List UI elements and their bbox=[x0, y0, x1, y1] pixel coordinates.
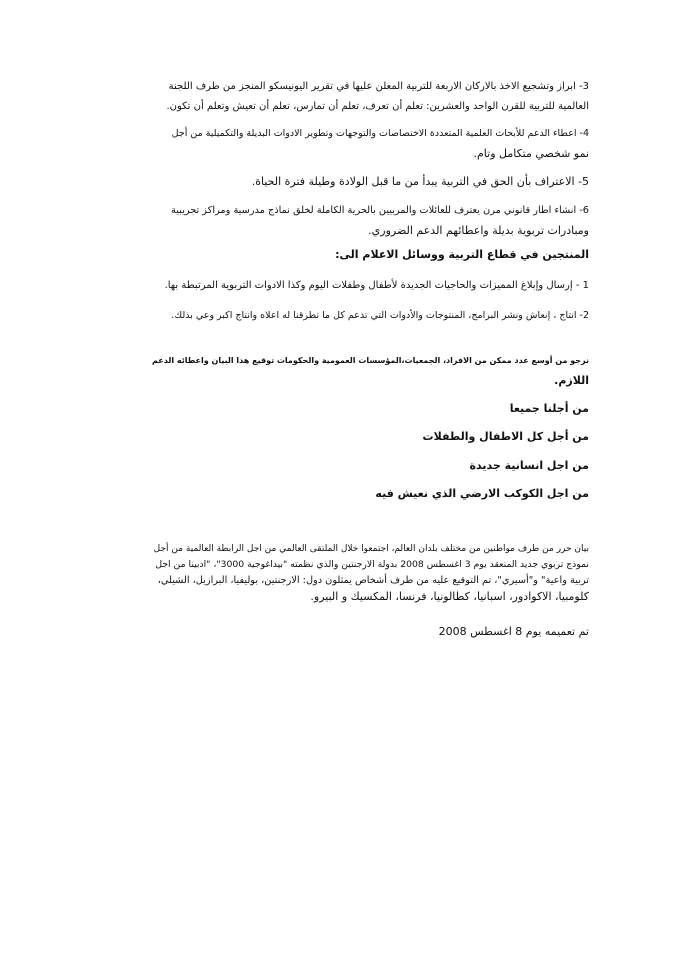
item-5-line-1: 5- الاعتراف بأن الحق في التربية يبدأ من ما قبل الولادة وطيلة فترة الحياة. bbox=[251, 175, 589, 188]
statement-line-4: كلومبيا، الاكوادور، اسبانيا، كطالونيا، فرنسا، المكسيك و البيرو. bbox=[310, 590, 589, 603]
slogan-3-text: من اجل انسانية جديدة bbox=[469, 459, 589, 472]
item-4-line-1: 4- اعطاء الدعم للأبحاث العلمية المتعددة الاختصاصات والتوجهات وتطوير الادوات البديلة والتكميلية من أجل bbox=[171, 128, 589, 139]
section-item-1-text: 1 - إرسال وإبلاغ المميزات والحاجيات الجديدة لأطفال وطفلات اليوم وكذا الادوات التربوية المرتبطة بها. bbox=[165, 280, 589, 291]
appeal-paragraph bbox=[148, 351, 589, 391]
item-4-line-2: نمو شخصي متكامل وتام. bbox=[473, 147, 589, 160]
section-heading-text: المنتجين في قطاع التربية ووسائل الاعلام الى: bbox=[335, 248, 589, 261]
item-3-line-1: 3- ابراز وتشجيع الاخذ بالاركان الاربعة للتربية المعلن عليها في تقرير اليونيسكو المنجز من طرف اللجنة bbox=[168, 81, 589, 92]
slogan-3 bbox=[165, 456, 589, 476]
item-6-line-2: ومبادرات تربوية بديلة واعطائهم الدعم الضروري. bbox=[368, 224, 589, 237]
slogan-4 bbox=[165, 484, 589, 504]
item-4 bbox=[165, 124, 589, 164]
appeal-line-2: اللازم. bbox=[554, 374, 589, 387]
section-item-2 bbox=[165, 306, 589, 326]
item-6 bbox=[165, 201, 589, 241]
section-item-2-text: 2- انتاج ، إنعاش ونشر البرامج، المنتوجات والأدوات التي تدعم كل ما تطرقنا له اعلاه وانتاج اكبر وعي بذلك. bbox=[171, 310, 589, 321]
statement-line-1: بيان حرر من طرف مواطنين من مختلف بلدان العالم، اجتمعوا خلال الملتقى العالمي من اجل الرابطة العالمية من أجل bbox=[153, 544, 589, 554]
section-heading bbox=[165, 245, 589, 265]
slogan-2-text: من أجل كل الاطفال والطفلات bbox=[422, 430, 589, 443]
item-6-line-1: 6- انشاء اطار قانوني مرن يعترف للعائلات والمربيين بالحرية الكاملة لخلق نماذج مدرسية ومراكز تجريبية bbox=[171, 205, 589, 216]
date-line bbox=[165, 622, 589, 642]
statement-line-2: نموذج تربوي جديد المنعقد يوم 3 اغسطس 2008 بدولة الارجنتين والذي نظمته "بيداغوجية 3000"، "ادبينا من اجل bbox=[155, 559, 589, 570]
item-3-line-2: العالمية للتربية للقرن الواحد والعشرين: تعلم أن تعرف، تعلم أن تمارس، تعلم أن تعيش وتعلم أن تكون. bbox=[166, 101, 589, 112]
appeal-line-1: نرجو من أوسع عدد ممكن من الافراد، الجمعيات،المؤسسات العمومية والحكومات توقيع هذا البيان واعطائه الدعم bbox=[152, 356, 589, 365]
slogan-1 bbox=[165, 399, 589, 419]
statement-paragraph bbox=[150, 541, 589, 605]
date-line-text: تم تعميمه يوم 8 اغسطس 2008 bbox=[438, 625, 589, 638]
statement-line-3: تربية واعية" و"أسيري"، تم التوقيع عليه من طرف أشخاص يمثلون دول: الارجنتين، بوليفيا، البرازيل، الشيلي، bbox=[157, 575, 589, 586]
section-item-1 bbox=[165, 276, 589, 296]
slogan-1-text: من أجلنا جميعا bbox=[509, 402, 589, 415]
slogan-4-text: من اجل الكوكب الارضي الذي نعيش فيه bbox=[375, 487, 589, 500]
item-5 bbox=[165, 172, 589, 192]
slogan-2 bbox=[165, 427, 589, 447]
item-3 bbox=[165, 77, 589, 117]
